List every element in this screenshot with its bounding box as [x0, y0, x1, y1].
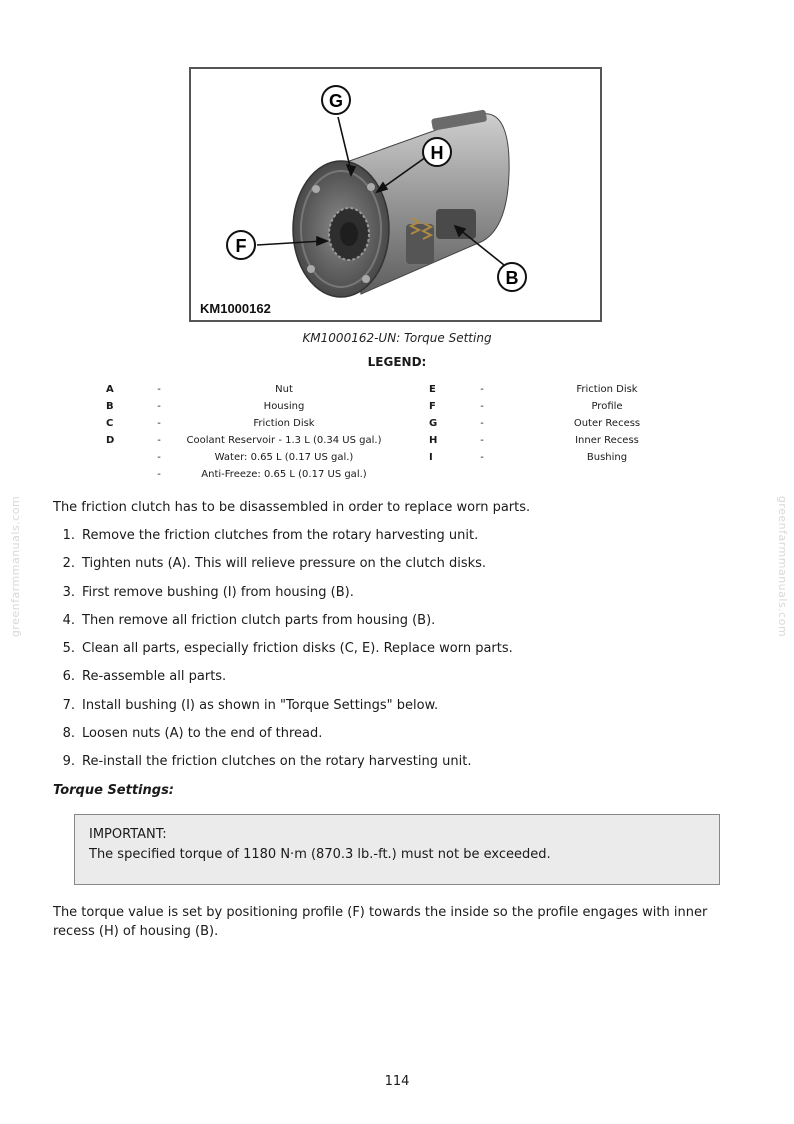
legend-row — [0, 400, 794, 417]
note-label: IMPORTANT: — [89, 827, 167, 842]
legend-key: G — [429, 418, 438, 429]
legend-value: Water: 0.65 L (0.17 US gal.) — [214, 452, 354, 463]
legend-key: E — [429, 384, 436, 395]
legend-dash: - — [157, 418, 161, 429]
legend-key: A — [106, 384, 114, 395]
list-item — [53, 726, 753, 754]
legend-value: Outer Recess — [573, 418, 641, 429]
legend-dash: - — [157, 384, 161, 395]
legend-row — [0, 451, 794, 468]
legend-key: F — [429, 401, 436, 412]
intro-text: The friction clutch has to be disassembled in order to replace worn parts. — [53, 500, 531, 515]
legend-dash: - — [157, 435, 161, 446]
legend-value: Profile — [591, 401, 623, 412]
legend-row — [0, 383, 794, 400]
page-number: 114 — [384, 1074, 410, 1089]
legend-row — [0, 417, 794, 434]
body-paragraph: The torque value is set by positioning profile (F) towards the inside so the profile engages with inner recess (H) of housing (B). — [53, 905, 708, 939]
step-text: First remove bushing (I) from housing (B). — [82, 584, 354, 600]
figure-caption: KM1000162-UN: Torque Setting — [302, 331, 492, 345]
legend-dash: - — [480, 452, 484, 463]
callout-f-label: F — [235, 236, 247, 256]
note-text: The specified torque of 1180 N·m (870.3 lb.-ft.) must not be exceeded. — [89, 847, 551, 862]
legend-dash: - — [480, 401, 484, 412]
figure-code: KM1000162 — [200, 301, 271, 316]
legend-dash: - — [157, 452, 161, 463]
callout-g — [322, 86, 350, 114]
step-number: 7. — [62, 697, 75, 713]
step-number: 3. — [62, 584, 75, 600]
legend-dash: - — [157, 401, 161, 412]
legend-dash: - — [480, 435, 484, 446]
legend-value: Coolant Reservoir - 1.3 L (0.34 US gal.) — [186, 435, 382, 446]
legend-value: Nut — [275, 384, 293, 395]
step-text: Re-assemble all parts. — [82, 669, 227, 685]
important-note-box — [74, 814, 720, 885]
list-item — [53, 754, 753, 782]
list-item — [53, 613, 753, 641]
legend-value: Friction Disk — [576, 384, 638, 395]
list-item — [53, 698, 753, 726]
step-number: 2. — [62, 556, 75, 572]
step-number: 6. — [62, 669, 75, 685]
legend-value: Bushing — [586, 452, 628, 463]
legend-value: Anti-Freeze: 0.65 L (0.17 US gal.) — [201, 469, 367, 480]
list-item — [53, 556, 753, 584]
step-number: 5. — [62, 641, 75, 657]
legend-value: Inner Recess — [575, 435, 639, 446]
legend-value: Friction Disk — [253, 418, 315, 429]
figure-torque-setting — [189, 67, 602, 322]
clutch-illustration — [191, 69, 600, 320]
legend-key: B — [106, 401, 114, 412]
step-text: Remove the friction clutches from the rotary harvesting unit. — [82, 528, 479, 543]
callout-f — [227, 231, 255, 259]
section-subheading: Torque Settings: — [53, 783, 174, 798]
list-item — [53, 669, 753, 697]
list-item — [53, 585, 753, 613]
step-number: 8. — [62, 726, 75, 742]
legend-key: D — [106, 435, 115, 446]
callout-h — [423, 138, 451, 166]
step-number: 1. — [62, 528, 75, 543]
callout-b-label: B — [505, 268, 519, 288]
step-text: Loosen nuts (A) to the end of thread. — [82, 726, 323, 742]
legend-row — [0, 434, 794, 451]
callout-h-label: H — [430, 143, 444, 163]
watermark-left: greenfarmmanuals.com — [9, 495, 23, 638]
list-item — [53, 641, 753, 669]
step-text: Install bushing (I) as shown in "Torque Settings" below. — [82, 697, 439, 713]
step-text: Re-install the friction clutches on the rotary harvesting unit. — [82, 754, 472, 770]
step-number: 9. — [62, 754, 75, 770]
legend-key: C — [106, 418, 114, 429]
step-text: Clean all parts, especially friction disks (C, E). Replace worn parts. — [82, 641, 513, 657]
legend-dash: - — [480, 384, 484, 395]
callout-g-label: G — [328, 91, 344, 111]
list-item — [53, 528, 753, 556]
step-text: Then remove all friction clutch parts from housing (B). — [82, 612, 436, 628]
step-number: 4. — [62, 612, 75, 628]
legend-dash: - — [157, 469, 161, 480]
steps-list — [53, 528, 753, 783]
legend-value: Housing — [263, 401, 305, 412]
step-text: Tighten nuts (A). This will relieve pressure on the clutch disks. — [82, 556, 487, 572]
legend-key: I — [429, 452, 433, 463]
legend-row — [0, 468, 794, 485]
callout-b — [498, 263, 526, 291]
legend-dash: - — [480, 418, 484, 429]
watermark-right: greenfarmmanuals.com — [776, 495, 790, 638]
legend-key: H — [429, 435, 438, 446]
legend-title: LEGEND: — [367, 355, 427, 369]
